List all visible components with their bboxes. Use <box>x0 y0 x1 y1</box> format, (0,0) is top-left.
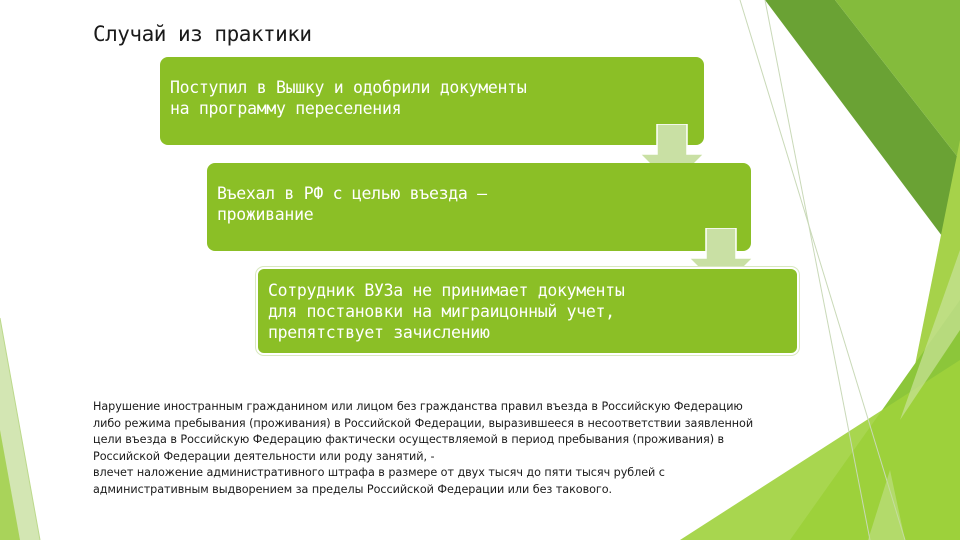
step-2-line-2: проживание <box>217 205 314 224</box>
law-line-1: Нарушение иностранным гражданином или лицом без гражданства правил въезда в Российскую Федерацию <box>93 400 743 413</box>
step-2-line-1: Въехал в РФ с целью въезда – <box>217 184 487 203</box>
law-line-6: административным выдворением за пределы Российской Федерации или без такового. <box>93 482 613 496</box>
step-3-line-1: Сотрудник ВУЗа не принимает документы <box>268 281 625 300</box>
step-3-line-3: препятствует зачислению <box>268 323 490 342</box>
step-1-line-2: на программу переселения <box>170 99 402 118</box>
step-1-line-1: Поступил в Вышку и одобрили документы <box>170 78 527 97</box>
step-3-line-2: для постановки на миграицонный учет, <box>268 302 615 321</box>
law-line-4: Российской Федерации деятельности или роду занятий, - <box>93 449 435 463</box>
law-line-5: влечет наложение административного штрафа в размере от двух тысяч до пяти тысяч рублей с <box>93 466 665 480</box>
step-box-3 <box>256 267 799 355</box>
law-line-3: цели въезда в Российскую Федерацию фактически осуществляемой в период пребывания (проживания) в <box>93 433 725 447</box>
step-box-2 <box>207 163 751 251</box>
slide-title: Случай из практики <box>93 22 312 46</box>
step-box-1 <box>160 57 704 145</box>
law-text-block <box>93 399 863 499</box>
law-line-2: либо режима пребывания (проживания) в Российской Федерации, выразившееся в несоответствии заявленной <box>93 416 754 430</box>
